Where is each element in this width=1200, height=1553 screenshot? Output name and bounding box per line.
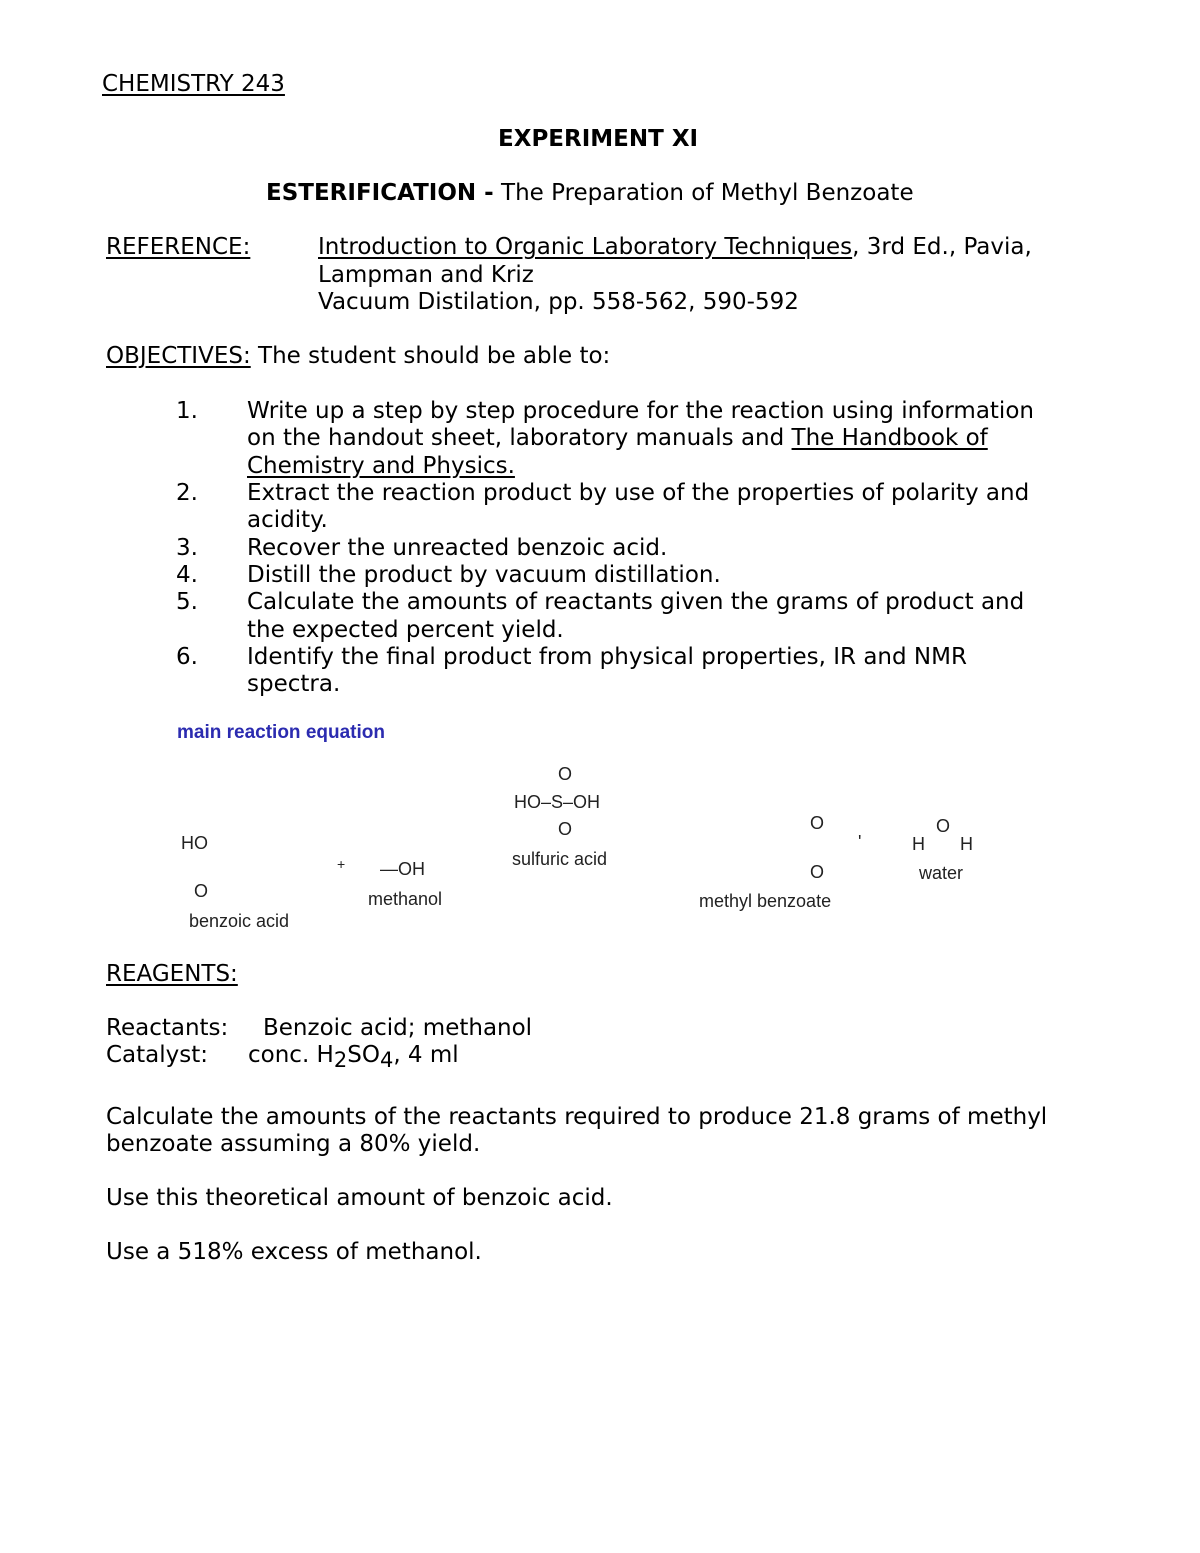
calculation-instruction-line-2: benzoate assuming a 80% yield. [106, 1131, 481, 1157]
plus-sign-2: ' [858, 832, 862, 852]
methyl-benzoate-label: methyl benzoate [699, 891, 832, 911]
objective-text: spectra. [247, 671, 341, 697]
catalyst-subscript: 2 [333, 1048, 348, 1072]
water-h-right: H [960, 834, 973, 854]
objectives-label: OBJECTIVES: [106, 343, 251, 369]
objective-text: Distill the product by vacuum distillation. [247, 562, 721, 588]
methanol-label: methanol [368, 889, 443, 909]
sulfuric-acid-label: sulfuric acid [512, 849, 608, 869]
reactants-label: Reactants: [106, 1015, 229, 1041]
reference-label: REFERENCE: [106, 234, 251, 260]
handbook-link-part-1: The Handbook of [791, 425, 988, 451]
equation-heading: main reaction equation [177, 722, 385, 743]
sulfuric-top-o: O [558, 764, 573, 784]
catalyst-amount: , 4 ml [393, 1042, 459, 1068]
reagents-heading: REAGENTS: [106, 961, 238, 987]
objectives-list [0, 400, 1200, 700]
objectives-heading [106, 345, 610, 368]
reference-book-title: Introduction to Organic Laboratory Techniques [318, 234, 853, 260]
objective-text: Write up a step by step procedure for the reaction using information [247, 398, 1034, 424]
objective-text: the expected percent yield. [247, 617, 564, 643]
reference-line-1 [318, 236, 1032, 259]
handbook-link-part-2: Chemistry and Physics. [247, 453, 515, 479]
experiment-title-rest: The Preparation of Methyl Benzoate [493, 180, 914, 206]
benzoic-ho: HO [181, 833, 208, 853]
catalyst-subscript: 4 [379, 1048, 394, 1072]
objective-text [247, 427, 988, 450]
experiment-title [266, 182, 914, 205]
objective-number: 3. [176, 535, 198, 561]
experiment-title-bold: ESTERIFICATION - [266, 180, 494, 206]
methanol-oh: —OH [380, 859, 425, 879]
objective-text: Extract the reaction product by use of the properties of polarity and [247, 480, 1030, 506]
objective-text: Calculate the amounts of reactants given the grams of product and [247, 589, 1025, 615]
catalyst-value [248, 1044, 459, 1071]
objectives-intro: The student should be able to: [250, 343, 611, 369]
objective-number: 6. [176, 644, 198, 670]
reference-book-rest: , 3rd Ed., Pavia, [852, 234, 1032, 260]
objective-text: Identify the final product from physical properties, IR and NMR [247, 644, 967, 670]
reactants-value: Benzoic acid; methanol [263, 1015, 533, 1041]
objective-number: 5. [176, 589, 198, 615]
catalyst-label: Catalyst: [106, 1042, 209, 1068]
catalyst-formula-part: SO [347, 1042, 380, 1068]
plus-sign: + [337, 856, 346, 872]
experiment-number: EXPERIMENT XI [498, 126, 699, 152]
water-o: O [936, 816, 951, 836]
reference-line-3: Vacuum Distilation, pp. 558-562, 590-592 [318, 289, 799, 315]
water-label: water [919, 863, 964, 883]
reference-line-2: Lampman and Kriz [318, 262, 534, 288]
ester-o-top: O [810, 813, 825, 833]
objective-text: Recover the unreacted benzoic acid. [247, 535, 668, 561]
course-title: CHEMISTRY 243 [102, 71, 285, 97]
sulfuric-bottom-o: O [558, 819, 573, 839]
theoretical-amount-instruction: Use this theoretical amount of benzoic acid. [106, 1185, 613, 1211]
methanol-excess-instruction: Use a 518% excess of methanol. [106, 1239, 482, 1265]
benzoic-o: O [194, 881, 209, 901]
catalyst-formula-part: conc. H [248, 1042, 334, 1068]
objective-number: 1. [176, 398, 198, 424]
objective-number: 2. [176, 480, 198, 506]
objective-number: 4. [176, 562, 198, 588]
sulfuric-formula-row: HO–S–OH [514, 792, 601, 812]
ester-o-bottom: O [810, 862, 825, 882]
water-h-left: H [912, 834, 925, 854]
calculation-instruction-line-1: Calculate the amounts of the reactants required to produce 21.8 grams of methyl [106, 1104, 1048, 1130]
benzoic-acid-label: benzoic acid [189, 911, 290, 931]
objective-text: acidity. [247, 507, 328, 533]
objective-text-part: on the handout sheet, laboratory manuals and [247, 425, 792, 451]
